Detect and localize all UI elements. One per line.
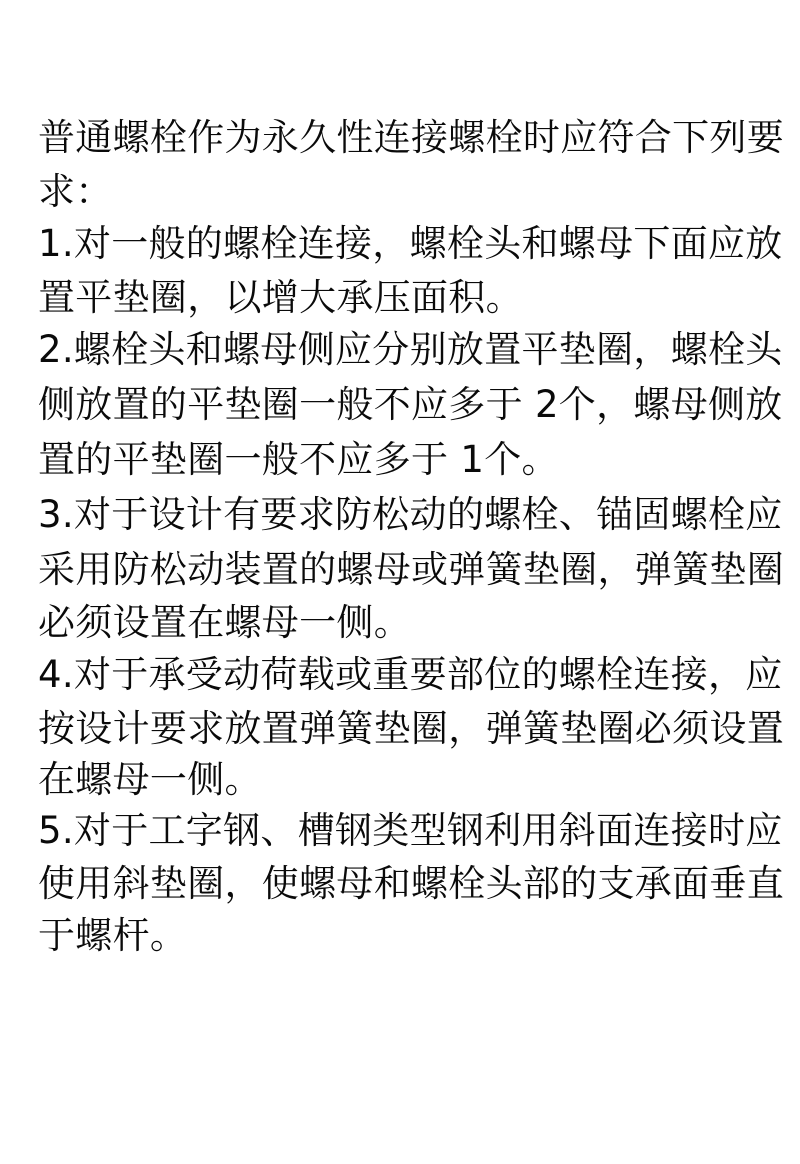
item-5-line-1: 5.对于工字钢、槽钢类型钢利用斜面连接时应 xyxy=(38,809,783,852)
item-3-line-3: 必须设置在螺母一侧。 xyxy=(38,601,411,644)
intro-line-1: 普通螺栓作为永久性连接螺栓时应符合下列要 xyxy=(38,116,784,159)
item-4-line-1: 4.对于承受动荷载或重要部位的螺栓连接，应 xyxy=(38,653,783,696)
item-4-line-2: 按设计要求放置弹簧垫圈，弹簧垫圈必须设置 xyxy=(38,707,784,750)
item-3-line-1: 3.对于设计有要求防松动的螺栓、锚固螺栓应 xyxy=(38,493,783,536)
item-3-line-2: 采用防松动装置的螺母或弹簧垫圈，弹簧垫圈 xyxy=(38,548,784,591)
item-4-line-3: 在螺母一侧。 xyxy=(38,758,262,801)
item-1-line-2: 置平垫圈，以增大承压面积。 xyxy=(38,276,523,319)
item-5-line-2: 使用斜垫圈，使螺母和螺栓头部的支承面垂直 xyxy=(38,862,784,905)
item-1-line-1: 1.对一般的螺栓连接，螺栓头和螺母下面应放 xyxy=(38,222,783,265)
item-2-line-3: 置的平垫圈一般不应多于 1个。 xyxy=(38,438,559,481)
item-2-line-1: 2.螺栓头和螺母侧应分别放置平垫圈，螺栓头 xyxy=(38,328,783,371)
item-5-line-3: 于螺杆。 xyxy=(38,914,188,957)
item-2-line-2: 侧放置的平垫圈一般不应多于 2个，螺母侧放 xyxy=(38,383,783,426)
intro-line-2: 求： xyxy=(38,170,113,213)
